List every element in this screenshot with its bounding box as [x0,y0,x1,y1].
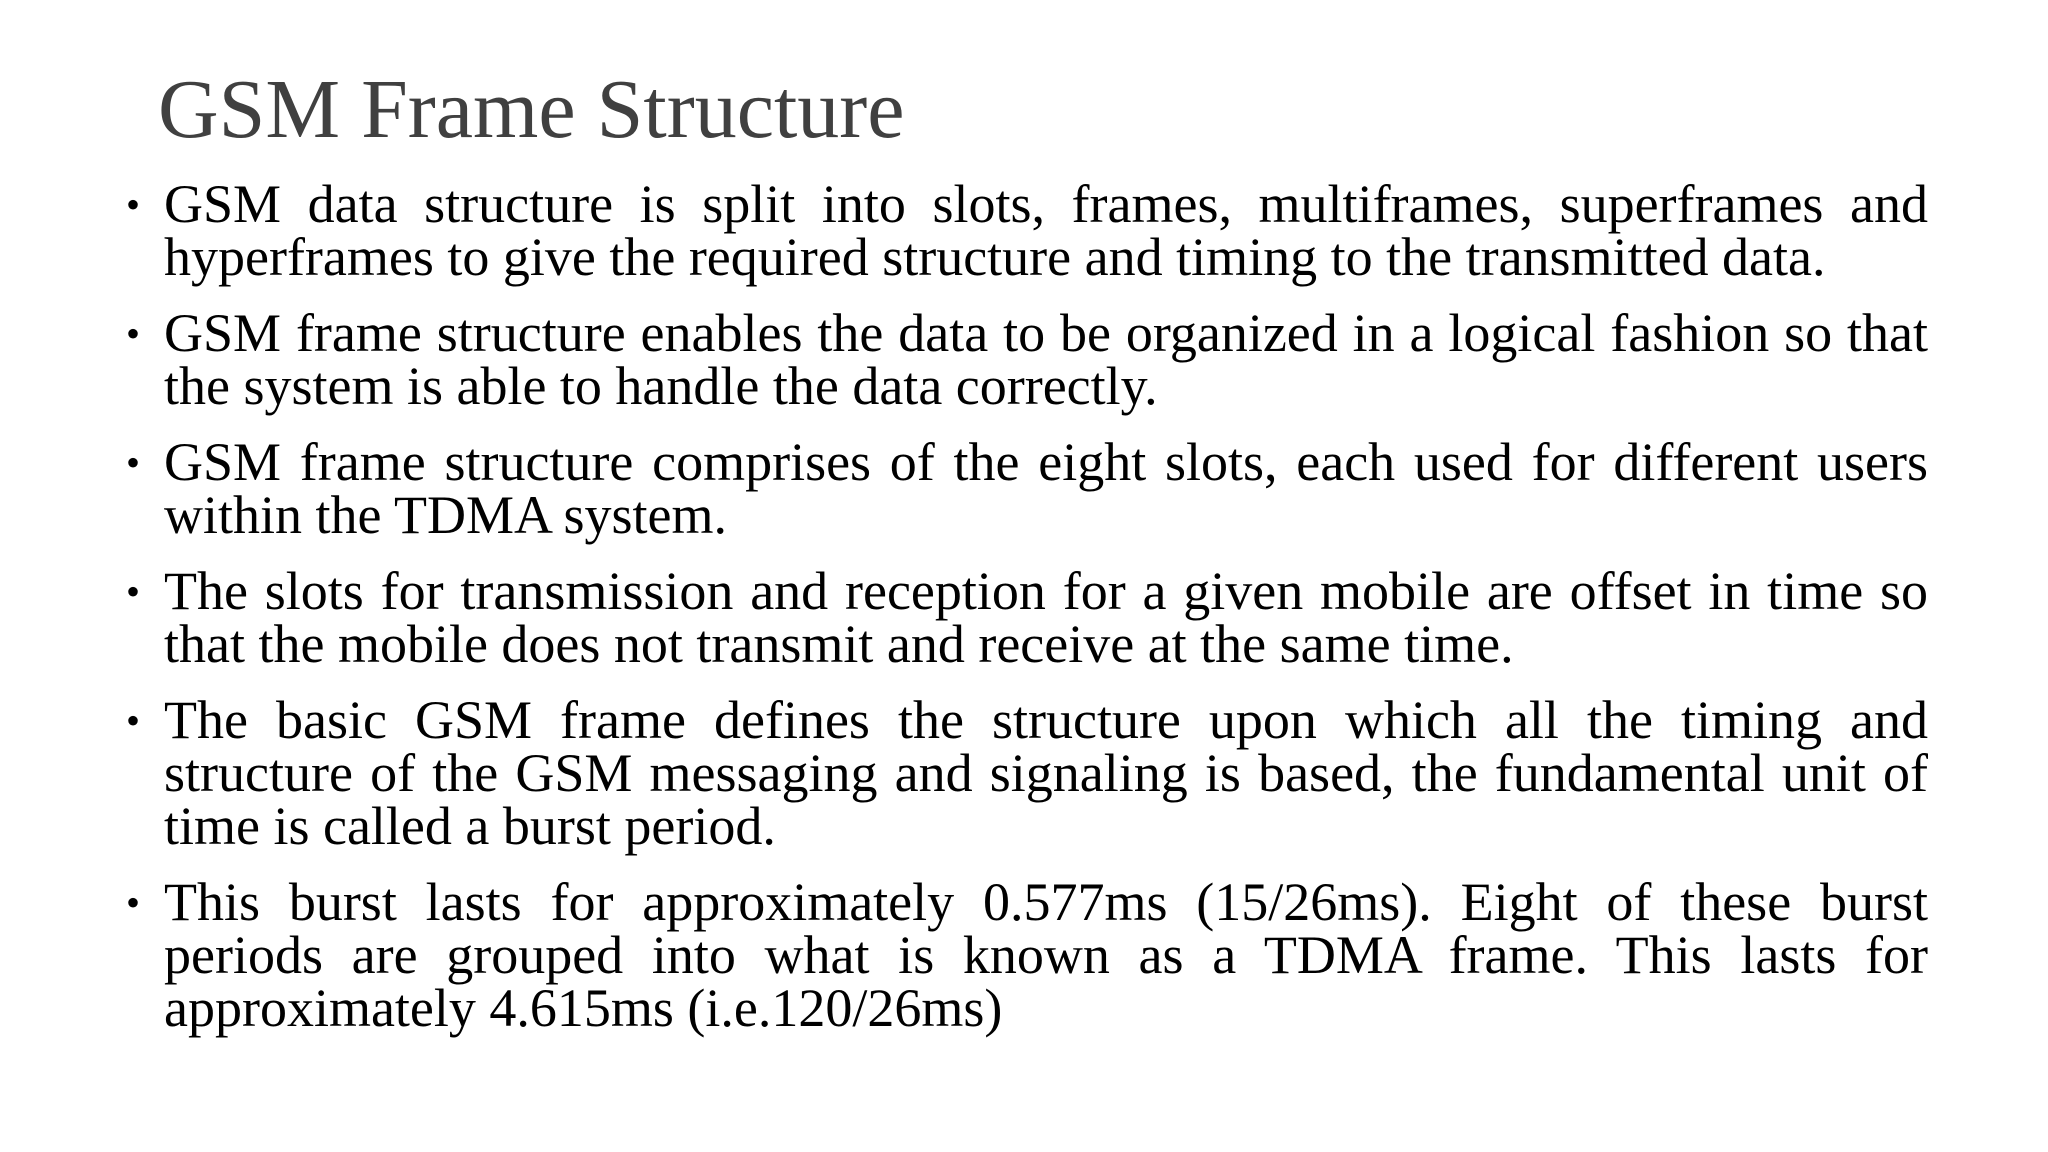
bullet-text: GSM frame structure enables the data to be organized in a logical fashion so that the system is able to handle the data correctly. [164,303,1928,416]
bullet-item [126,690,1928,856]
bullet-text: GSM data structure is split into slots, frames, multiframes, superframes and hyperframes to give the required structure and timing to the transmitted data. [164,174,1928,287]
bullet-item [126,432,1928,545]
bullet-item [126,174,1928,287]
bullet-point-icon: • [126,182,141,227]
bullet-item [126,561,1928,674]
bullet-point-icon: • [126,311,141,356]
bullet-point-icon: • [126,569,141,614]
bullet-point-icon: • [126,698,141,743]
bullet-text: The basic GSM frame defines the structure upon which all the timing and structure of the GSM messaging and signaling is based, the fundamental unit of time is called a burst period. [164,690,1928,856]
bullet-item [126,872,1928,1038]
slide-title: GSM Frame Structure [158,63,905,156]
bullet-item [126,303,1928,416]
bullet-point-icon: • [126,880,141,925]
bullet-text: GSM frame structure comprises of the eight slots, each used for different users within the TDMA system. [164,432,1928,545]
bullet-list [126,174,1928,1058]
bullet-text: The slots for transmission and reception for a given mobile are offset in time so that the mobile does not transmit and receive at the same time. [164,561,1928,674]
bullet-point-icon: • [126,440,141,485]
bullet-text: This burst lasts for approximately 0.577ms (15/26ms). Eight of these burst periods are grouped into what is known as a TDMA frame. This lasts for approximately 4.615ms (i.e.120/26ms) [164,872,1928,1038]
